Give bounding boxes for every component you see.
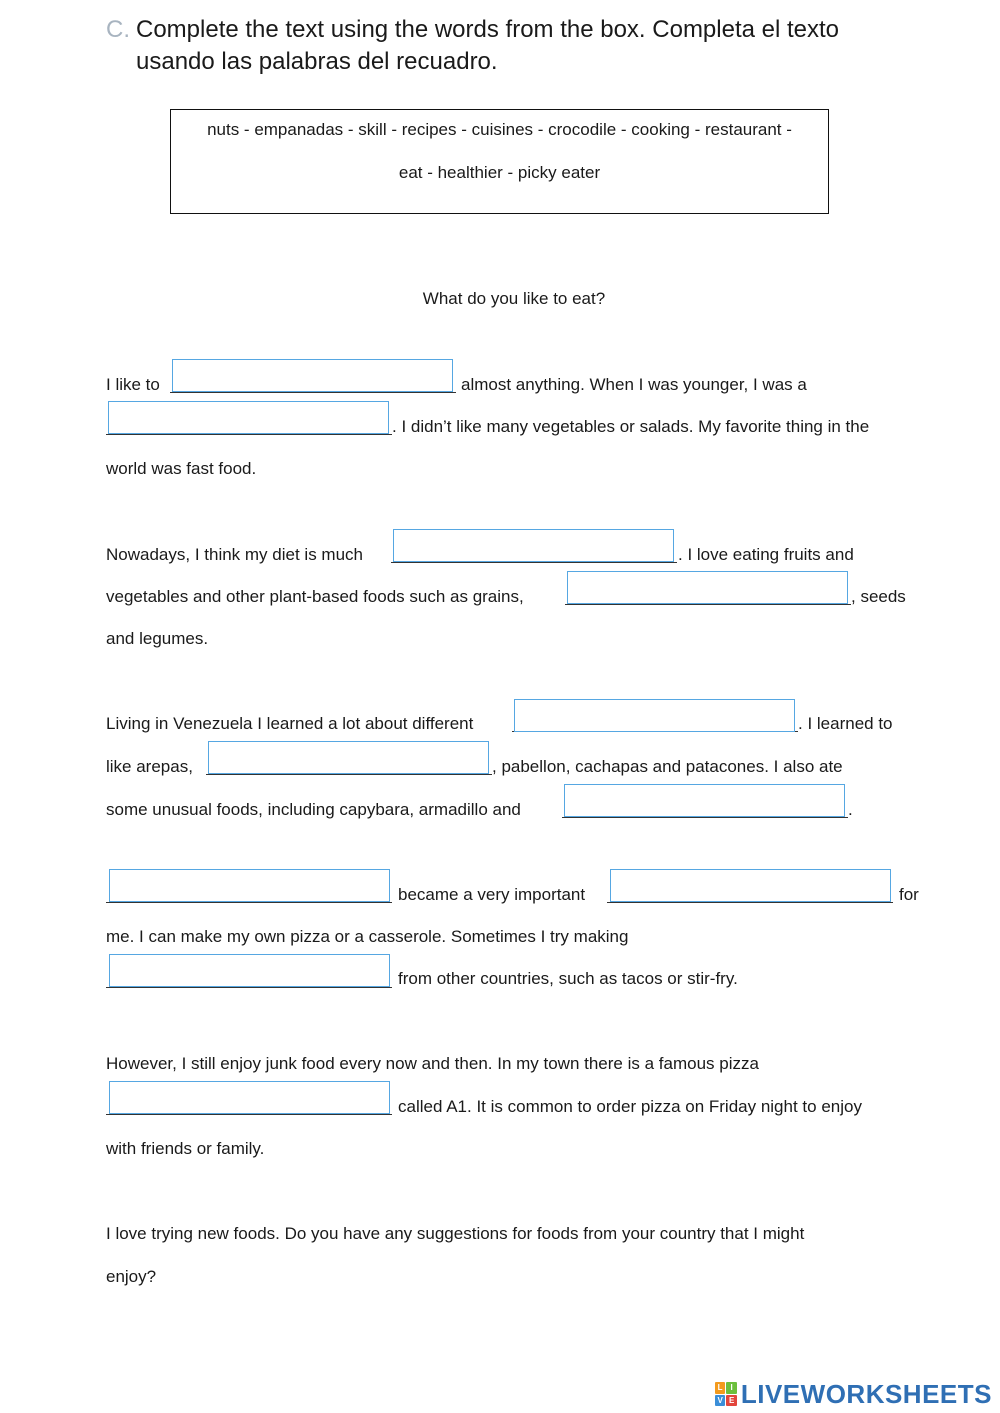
story-title: What do you like to eat?: [422, 289, 606, 308]
paragraph-2-text-a: Nowadays, I think my diet is much: [106, 545, 363, 564]
paragraph-4-text-b: for: [899, 885, 919, 904]
paragraph-4-text-a: became a very important: [398, 885, 586, 904]
logo-text: LIVEWORKSHEETS: [740, 1378, 992, 1409]
liveworksheets-logo: [715, 1379, 992, 1409]
paragraph-1-text-c: . I didn’t like many vegetables or salads. My favorite thing in the: [392, 417, 870, 436]
paragraph-2-text-c: vegetables and other plant-based foods such as grains,: [106, 587, 524, 606]
paragraph-1-text-a: I like to: [106, 375, 160, 394]
paragraph-1-text-d: world was fast food.: [106, 459, 257, 478]
logo-badge-letter-2: I: [726, 1382, 737, 1394]
word-bank-line-2: eat - healthier - picky eater: [398, 163, 601, 182]
logo-badge-letter-3: V: [715, 1395, 726, 1407]
logo-badge-icon: [715, 1382, 737, 1406]
paragraph-2-text-b: . I love eating fruits and: [678, 545, 854, 564]
answer-blank-11[interactable]: [109, 1081, 390, 1114]
blank-8-underline: [106, 902, 392, 903]
paragraph-2-text-d: , seeds: [851, 587, 906, 606]
instruction-line-2: usando las palabras del recuadro.: [136, 48, 498, 75]
blank-2-underline: [106, 434, 392, 435]
answer-blank-5[interactable]: [514, 699, 795, 732]
section-letter: C.: [106, 16, 130, 43]
answer-blank-1[interactable]: [172, 359, 453, 392]
paragraph-3-text-e: some unusual foods, including capybara, armadillo and: [106, 800, 521, 819]
answer-blank-3[interactable]: [393, 529, 674, 562]
answer-blank-9[interactable]: [610, 869, 891, 902]
paragraph-5-text-a: However, I still enjoy junk food every now and then. In my town there is a famous pizza: [106, 1054, 759, 1073]
paragraph-4-text-d: from other countries, such as tacos or stir-fry.: [398, 969, 738, 988]
answer-blank-8[interactable]: [109, 869, 390, 902]
instruction-text-1: Complete the text using the words from the box. Completa el texto: [136, 16, 840, 43]
paragraph-3-text-d: , pabellon, cachapas and patacones. I also ate: [492, 757, 843, 776]
paragraph-3-text-c: like arepas,: [106, 757, 193, 776]
paragraph-3-text-f: .: [848, 800, 853, 819]
paragraph-1-text-b: almost anything. When I was younger, I was a: [461, 375, 807, 394]
blank-3-underline: [391, 562, 677, 563]
blank-6-underline: [206, 774, 492, 775]
paragraph-6-text-b: enjoy?: [106, 1267, 157, 1286]
logo-badge-letter-4: E: [726, 1395, 737, 1407]
instruction-line-1: [106, 14, 926, 46]
blank-4-underline: [565, 604, 851, 605]
paragraph-4-text-c: me. I can make my own pizza or a casserole. Sometimes I try making: [106, 927, 629, 946]
blank-7-underline: [562, 817, 848, 818]
blank-9-underline: [607, 902, 893, 903]
blank-1-underline: [170, 392, 456, 393]
logo-badge-letter-1: L: [715, 1382, 726, 1394]
answer-blank-6[interactable]: [208, 741, 489, 774]
paragraph-5-text-b: called A1. It is common to order pizza on Friday night to enjoy: [398, 1097, 862, 1116]
word-bank-box: [170, 109, 829, 214]
answer-blank-4[interactable]: [567, 571, 848, 604]
paragraph-3-text-b: . I learned to: [798, 714, 893, 733]
answer-blank-2[interactable]: [108, 401, 389, 434]
answer-blank-10[interactable]: [109, 954, 390, 987]
answer-blank-7[interactable]: [564, 784, 845, 817]
blank-10-underline: [106, 987, 392, 988]
paragraph-3-text-a: Living in Venezuela I learned a lot about different: [106, 714, 474, 733]
paragraph-6-text-a: I love trying new foods. Do you have any suggestions for foods from your country that I might: [106, 1224, 805, 1243]
paragraph-5-text-c: with friends or family.: [106, 1139, 265, 1158]
blank-11-underline: [106, 1114, 392, 1115]
instruction: [106, 14, 926, 78]
paragraph-2-text-e: and legumes.: [106, 629, 209, 648]
word-bank-line-1: nuts - empanadas - skill - recipes - cuisines - crocodile - cooking - restaurant -: [207, 120, 792, 139]
